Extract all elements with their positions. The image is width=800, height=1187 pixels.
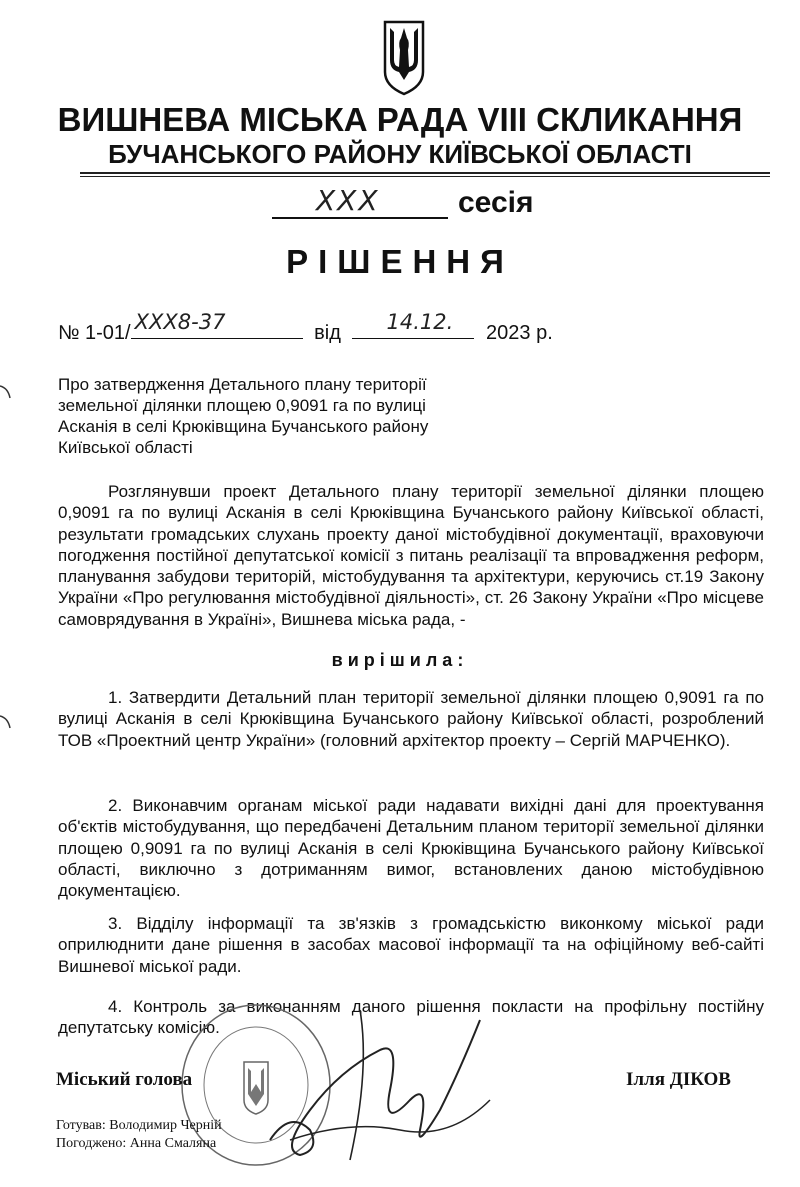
subject-line: Про затвердження Детального плану території xyxy=(58,375,427,394)
prepared-block xyxy=(56,1117,222,1153)
session-number-handwritten: XXX xyxy=(316,184,380,217)
session-label: сесія xyxy=(458,186,534,219)
date-handwritten: 14.12. xyxy=(386,310,454,334)
decision-number-prefix: № 1-01/ xyxy=(58,322,131,344)
council-name: ВИШНЕВА МІСЬКА РАДА VIII СКЛИКАННЯ xyxy=(57,101,743,138)
signatory-name: Ілля ДІКОВ xyxy=(626,1069,731,1090)
coat-of-arms-icon xyxy=(381,20,427,96)
subject-line: Асканія в селі Крюківщина Бучанського району xyxy=(58,417,429,436)
decision-year: 2023 р. xyxy=(486,322,553,344)
preamble-paragraph: Розглянувши проект Детального плану території земельної ділянки площею 0,9091 га по вулиці Асканія в селі Крюківщина Бучанського району Київської області, результати громадських слухань проекту даної містобудівної документації, враховуючи погодження постійної депутатської комісії з питань реалізації та впровадження реформ, планування забудови територій, містобудування та архітектури, керуючись ст.19 Закону України «Про регулювання містобудівної діяльності», ст. 26 Закону України «Про місцеве самоврядування в Україні», Вишнева міська рада, - xyxy=(58,482,764,629)
header-rule xyxy=(80,172,770,174)
prepared-by: Готував: Володимир Черній xyxy=(56,1118,222,1133)
date-blank xyxy=(352,310,474,339)
signature xyxy=(250,990,510,1170)
district-name: БУЧАНСЬКОГО РАЙОНУ КИЇВСЬКОЇ ОБЛАСТІ xyxy=(108,139,692,169)
binding-marks xyxy=(0,380,14,800)
subject-line: земельної ділянки площею 0,9091 га по вулиці xyxy=(58,396,426,415)
subject-line: Київської області xyxy=(58,438,193,457)
decision-number-handwritten: XXX8-37 xyxy=(134,310,226,334)
subject xyxy=(58,374,478,458)
header-rule-thin xyxy=(80,176,770,177)
resolved-heading: вирішила: xyxy=(331,650,469,670)
decision-number-blank xyxy=(131,310,303,339)
decision-item-4: 4. Контроль за виконанням даного рішення покласти на профільну постійну депутатську комісію. xyxy=(58,997,764,1038)
decision-item-2: 2. Виконавчим органам міської ради надавати вихідні дані для проектування об'єктів містобудування, що передбачені Детальним планом території земельної ділянки площею 0,9091 га по вулиці Асканія в селі Крюківщина Бучанського району Київської області, виключно з дотриманням вимог, встановлених даною містобудівною документацією. xyxy=(58,796,764,901)
document-title: РІШЕННЯ xyxy=(286,243,514,280)
date-label: від xyxy=(314,322,341,344)
decision-item-1: 1. Затвердити Детальний план території земельної ділянки площею 0,9091 га по вулиці Асканія в селі Крюківщина Бучанського району Київської області, розроблений ТОВ «Проектний центр України» (головний архітектор проекту – Сергій МАРЧЕНКО). xyxy=(58,688,764,750)
signatory-position: Міський голова xyxy=(56,1069,193,1090)
decision-number-line xyxy=(58,310,553,347)
agreed-by: Погоджено: Анна Смалянa xyxy=(56,1136,217,1151)
decision-item-3: 3. Відділу інформації та зв'язків з громадськістю виконкому міської ради оприлюднити дане рішення в засобах масової інформації та на офіційному веб-сайті Вишневої міської ради. xyxy=(58,914,764,976)
